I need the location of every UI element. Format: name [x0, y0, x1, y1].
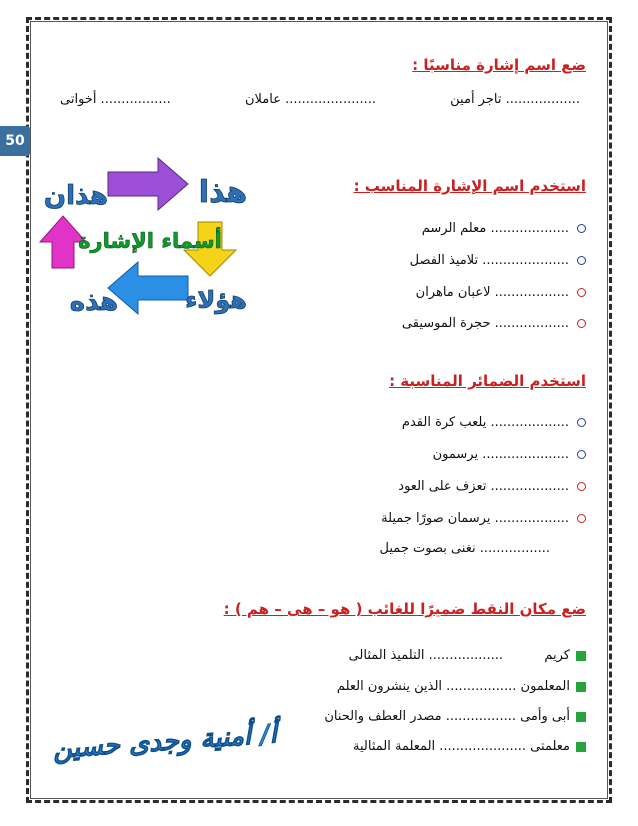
- section2-item: ................... معلم الرسم: [422, 221, 586, 236]
- section4-item: المعلمون ................. الذين ينشرون العلم: [337, 679, 586, 694]
- bullet-square-icon: [576, 742, 586, 752]
- bullet-circle-icon: [577, 288, 586, 297]
- arrow-left-icon: [108, 262, 188, 314]
- section4-item: معلمتى ..................... المعلمة المثالية: [353, 739, 586, 754]
- section3-item: .................. يرسمان صورًا جميلة: [381, 511, 586, 526]
- section2-item: ..................... تلاميذ الفصل: [410, 253, 586, 268]
- section3-heading: استخدم الضمائر المناسبة :: [389, 372, 586, 390]
- bullet-square-icon: [576, 682, 586, 692]
- section4-heading: ضع مكان النقط ضميرًا للغائب ( هو – هى – هم ) :: [223, 600, 586, 618]
- bullet-circle-icon: [577, 418, 586, 427]
- section2-item: .................. حجرة الموسيقى: [402, 316, 586, 331]
- art-word: هذان: [43, 181, 109, 211]
- art-word: هذا: [198, 175, 248, 210]
- page-number-badge: 50: [0, 126, 30, 156]
- bullet-square-icon: [576, 712, 586, 722]
- section1-row: [60, 92, 580, 107]
- bullet-circle-icon: [577, 224, 586, 233]
- section1-heading: ضع اسم إشارة مناسبًا :: [412, 56, 586, 74]
- section3-item: ................. نغنى بصوت جميل: [379, 541, 550, 556]
- bullet-circle-icon: [577, 450, 586, 459]
- demonstratives-illustration: [38, 150, 258, 340]
- section3-item: ................... تعزف على العود: [398, 479, 586, 494]
- art-word: هذه: [69, 287, 119, 317]
- bullet-circle-icon: [577, 514, 586, 523]
- arrow-right-icon: [108, 158, 188, 210]
- section2-item: .................. لاعبان ماهران: [416, 285, 586, 300]
- bullet-circle-icon: [577, 256, 586, 265]
- section4-item: كريم .................. التلميذ المثالى: [349, 648, 586, 663]
- bullet-circle-icon: [577, 319, 586, 328]
- section2-heading: استخدم اسم الإشارة المناسب :: [353, 177, 586, 195]
- section1-item: .................. تاجر أمين: [450, 92, 580, 107]
- art-center-title: أسماء الإشارة: [78, 229, 222, 253]
- section3-item: ..................... يرسمون: [433, 447, 586, 462]
- bullet-circle-icon: [577, 482, 586, 491]
- handwritten-signature: [40, 705, 290, 775]
- section4-item: أبى وأمى ................. مصدر العطف والحنان: [324, 709, 586, 724]
- section3-item: ................... يلعب كرة القدم: [402, 415, 586, 430]
- section1-item: ...................... عاملان: [244, 92, 376, 107]
- signature-text: أ/ أمنية وجدى حسين: [51, 719, 278, 765]
- bullet-square-icon: [576, 651, 586, 661]
- art-word: هؤلاء: [185, 286, 247, 314]
- section1-item: ................. أخواتى: [60, 92, 171, 107]
